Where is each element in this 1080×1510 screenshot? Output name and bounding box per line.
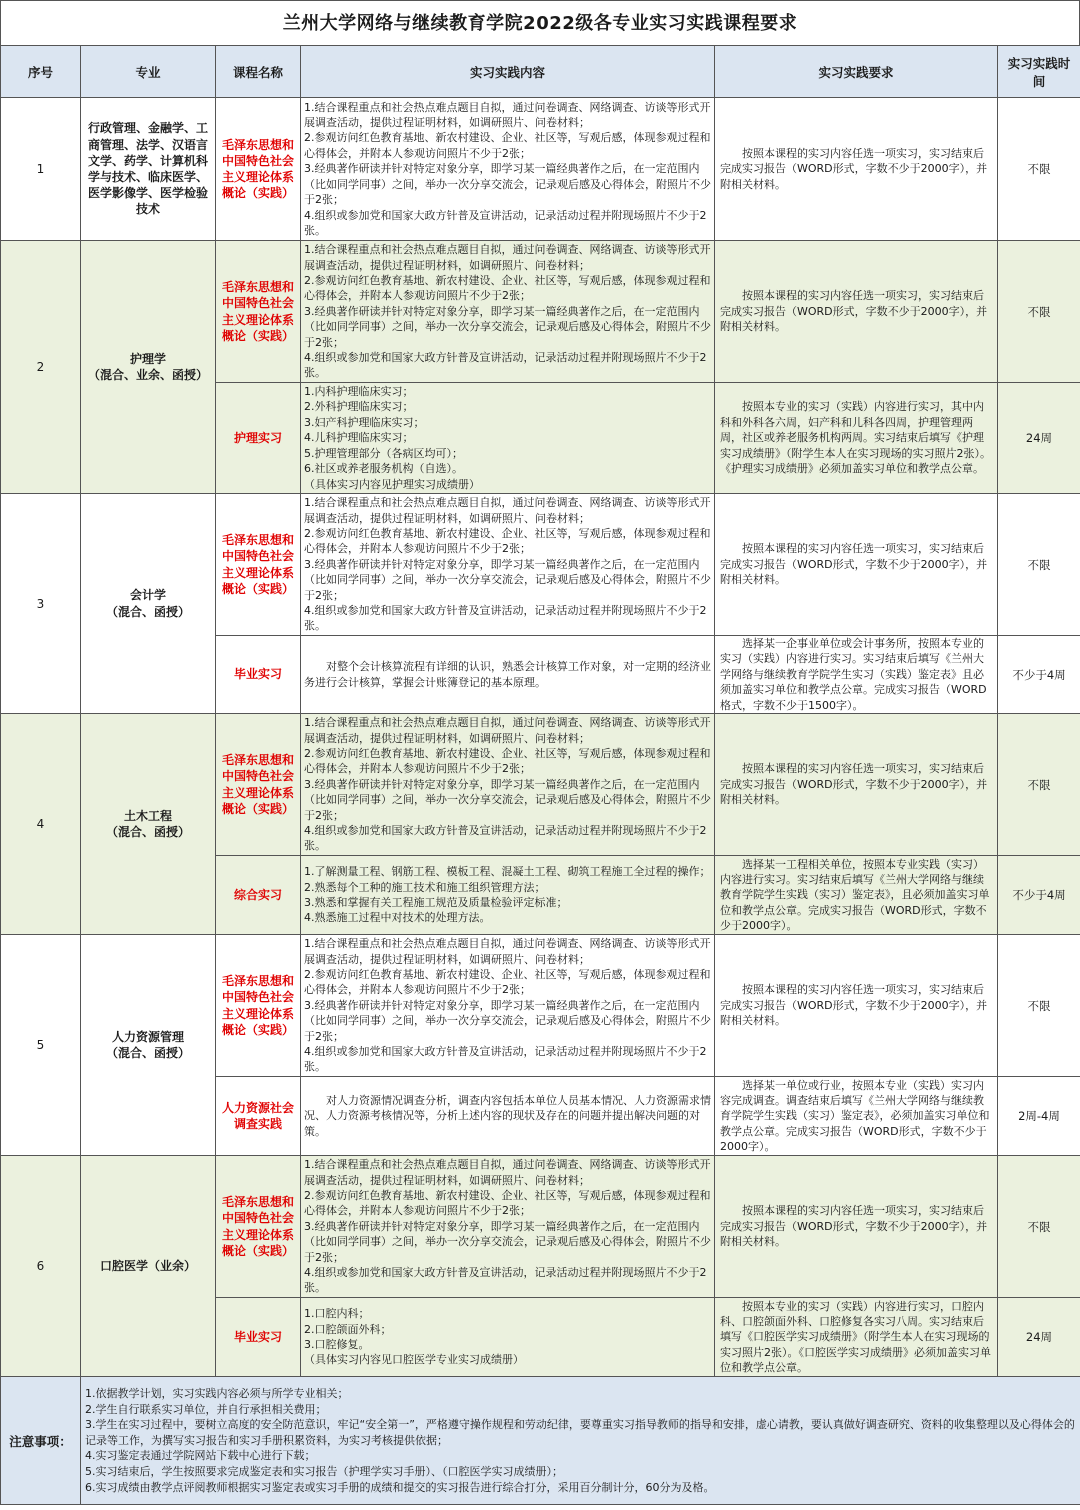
- content-line: 4.组织或参加党和国家大政方针普及宣讲活动，记录活动过程并附现场照片不少于2张。: [304, 351, 707, 380]
- row-number: 2: [1, 241, 81, 494]
- practice-time: 不少于4周: [998, 856, 1080, 935]
- requirement-text: 选择某一单位或行业，按照本专业（实践）实习内容完成调查。调查结束后填写《兰州大学网络与继续教育学院学生实践（实习）鉴定表》，必须加盖实习单位和教学点公章。完成实习报告（WORD形式，字数不少于2000字）。: [720, 1078, 990, 1154]
- table-row: [1, 241, 1080, 383]
- content-line: 2.参观访问红色教育基地、新农村建设、企业、社区等，写观后感，体现参观过程和心得体会，并附本人参观访问照片不少于2张；: [304, 1189, 711, 1218]
- practice-requirement: [715, 1298, 998, 1377]
- content-line: 3.经典著作研读并针对特定对象分享，即学习某一篇经典著作之后，在一定范围内（比如同学同事）之间，举办一次分享交流会，记录观后感及心得体会，附照片不少于2张；: [304, 304, 711, 349]
- course-name: 毕业实习: [216, 1298, 301, 1377]
- practice-time: 不限: [998, 98, 1080, 241]
- header-content: 实习实践内容: [301, 46, 715, 98]
- content-line: 2.参观访问红色教育基地、新农村建设、企业、社区等，写观后感，体现参观过程和心得体会，并附本人参观访问照片不少于2张；: [304, 273, 711, 303]
- practice-content: [301, 935, 715, 1077]
- content-line: 1.内科护理临床实习；: [304, 385, 414, 399]
- requirement-text: 按照本课程的实习内容任选一项实习，实习结束后完成实习报告（WORD形式，字数不少于2000字），并附相关材料。: [720, 146, 988, 191]
- content-line: 4.组织或参加党和国家大政方针普及宣讲活动，记录活动过程并附现场照片不少于2张。: [304, 1266, 707, 1295]
- practice-content: [301, 98, 715, 241]
- practice-requirement: [715, 241, 998, 383]
- header-major: 专业: [81, 46, 216, 98]
- header-no: 序号: [1, 46, 81, 98]
- header-course: 课程名称: [216, 46, 301, 98]
- notes-item: 2.学生自行联系实习单位，并自行承担相关费用；: [85, 1402, 327, 1416]
- content-line: （具体实习内容见口腔医学专业实习成绩册）: [304, 1353, 524, 1367]
- content-line: 3.经典著作研读并针对特定对象分享，即学习某一篇经典著作之后，在一定范围内（比如同学同事）之间，举办一次分享交流会，记录观后感及心得体会，附照片不少于2张；: [304, 162, 711, 207]
- practice-requirement: [715, 856, 998, 935]
- practice-content: [301, 1156, 715, 1298]
- major-name: 人力资源管理 （混合、函授）: [81, 935, 216, 1156]
- practice-content: [301, 494, 715, 636]
- practice-requirement: [715, 383, 998, 494]
- requirement-text: 按照本专业的实习（实践）内容进行实习，其中内科和外科各六周，妇产科和儿科各四周，护理管理两周，社区或养老服务机构两周。实习结束后填写《护理实习成绩册》（附学生本人在实习现场的实习照片2张）。《护理实习成绩册》必须加盖实习单位和教学点公章。: [720, 400, 991, 476]
- notes-item: 4.实习鉴定表通过学院网站下载中心进行下载；: [85, 1449, 316, 1463]
- content-line: 6.社区或养老服务机构（自选）。: [304, 462, 463, 476]
- table-row: [1, 1156, 1080, 1298]
- content-line: 3.经典著作研读并针对特定对象分享，即学习某一篇经典著作之后，在一定范围内（比如同学同事）之间，举办一次分享交流会，记录观后感及心得体会，附照片不少于2张；: [304, 777, 711, 822]
- content-line: 3.口腔修复。: [304, 1338, 370, 1352]
- notes-label: 注意事项：: [1, 1377, 81, 1505]
- requirement-text: 选择某一企事业单位或会计事务所，按照本专业的实习（实践）内容进行实习。实习结束后填写《兰州大学网络与继续教育学院学生实习（实践）鉴定表》且必须加盖实习单位和教学点公章。完成实习报告（WORD格式，字数不少于1500字）。: [720, 637, 987, 712]
- practice-time: 不少于4周: [998, 636, 1080, 714]
- content-line: 4.儿科护理临床实习；: [304, 431, 414, 445]
- content-line: 2.外科护理临床实习；: [304, 400, 414, 414]
- course-name: 毛泽东思想和中国特色社会主义理论体系概论（实践）: [216, 241, 301, 383]
- notes-item: 5.实习结束后，学生按照要求完成鉴定表和实习报告（护理学实习手册）、（口腔医学实习成绩册）；: [85, 1464, 563, 1478]
- content-line: 1.结合课程重点和社会热点难点题目自拟，通过问卷调查、网络调查、访谈等形式开展调查活动，提供过程证明材料，如调研照片、问卷材料；: [304, 1158, 711, 1187]
- content-line: 1.结合课程重点和社会热点难点题目自拟，通过问卷调查、网络调查、访谈等形式开展调查活动，提供过程证明材料，如调研照片、问卷材料；: [304, 100, 711, 130]
- content-line: 1.结合课程重点和社会热点难点题目自拟，通过问卷调查、网络调查、访谈等形式开展调查活动，提供过程证明材料，如调研照片、问卷材料；: [304, 496, 711, 525]
- notes-item: 1.依据教学计划，实习实践内容必须与所学专业相关；: [85, 1386, 349, 1400]
- row-number: 6: [1, 1156, 81, 1377]
- practice-content: [301, 1298, 715, 1377]
- content-line: 1.了解测量工程、钢筋工程、模板工程、混凝土工程、砌筑工程施工全过程的操作；: [304, 865, 711, 879]
- practice-requirement: [715, 1077, 998, 1156]
- practice-requirement: [715, 1156, 998, 1298]
- practice-requirement: [715, 935, 998, 1077]
- requirements-table: [0, 45, 1080, 1505]
- requirement-text: 按照本课程的实习内容任选一项实习，实习结束后完成实习报告（WORD形式，字数不少于2000字），并附相关材料。: [720, 762, 988, 807]
- content-line: 3.熟悉和掌握有关工程施工规范及质量检验评定标准；: [304, 896, 568, 910]
- requirement-text: 按照本课程的实习内容任选一项实习，实习结束后完成实习报告（WORD形式，字数不少于2000字），并附相关材料。: [720, 983, 988, 1028]
- content-line: 1.口腔内科；: [304, 1307, 370, 1321]
- practice-time: 不限: [998, 714, 1080, 856]
- requirement-text: 按照本课程的实习内容任选一项实习，实习结束后完成实习报告（WORD形式，字数不少于2000字），并附相关材料。: [720, 1204, 988, 1249]
- course-name: 毛泽东思想和中国特色社会主义理论体系概论（实践）: [216, 714, 301, 856]
- notes-body: [81, 1377, 1080, 1505]
- header-requirement: 实习实践要求: [715, 46, 998, 98]
- content-line: 3.妇产科护理临床实习；: [304, 415, 425, 429]
- content-line: 4.组织或参加党和国家大政方针普及宣讲活动，记录活动过程并附现场照片不少于2张。: [304, 1045, 707, 1074]
- content-line: 4.组织或参加党和国家大政方针普及宣讲活动，记录活动过程并附现场照片不少于2张。: [304, 604, 707, 633]
- practice-content: [301, 714, 715, 856]
- practice-time: 24周: [998, 1298, 1080, 1377]
- course-name: 毛泽东思想和中国特色社会主义理论体系概论（实践）: [216, 494, 301, 636]
- practice-content: [301, 241, 715, 383]
- requirement-text: 按照本课程的实习内容任选一项实习，实习结束后完成实习报告（WORD形式，字数不少于2000字），并附相关材料。: [720, 542, 988, 587]
- content-line: 2.参观访问红色教育基地、新农村建设、企业、社区等，写观后感，体现参观过程和心得体会，并附本人参观访问照片不少于2张；: [304, 131, 711, 160]
- header-time: 实习实践时间: [998, 46, 1080, 98]
- notes-row: [1, 1377, 1080, 1505]
- practice-time: 2周-4周: [998, 1077, 1080, 1156]
- course-name: 毛泽东思想和中国特色社会主义理论体系概论（实践）: [216, 1156, 301, 1298]
- header-row: [1, 46, 1080, 98]
- practice-time: 不限: [998, 494, 1080, 636]
- content-line: 3.经典著作研读并针对特定对象分享，即学习某一篇经典著作之后，在一定范围内（比如同学同事）之间，举办一次分享交流会，记录观后感及心得体会，附照片不少于2张；: [304, 1219, 711, 1264]
- row-number: 4: [1, 714, 81, 935]
- content-line: 对人力资源情况调查分析，调查内容包括本单位人员基本情况、人力资源需求情况、人力资源考核情况等，分析上述内容的现状及存在的问题并提出解决问题的对策。: [304, 1093, 711, 1138]
- requirement-text: 按照本课程的实习内容任选一项实习，实习结束后完成实习报告（WORD形式，字数不少于2000字），并附相关材料。: [720, 289, 988, 334]
- content-line: 2.参观访问红色教育基地、新农村建设、企业、社区等，写观后感，体现参观过程和心得体会，并附本人参观访问照片不少于2张；: [304, 526, 711, 556]
- practice-time: 不限: [998, 1156, 1080, 1298]
- practice-requirement: [715, 636, 998, 714]
- practice-time: 24周: [998, 383, 1080, 494]
- content-line: 4.组织或参加党和国家大政方针普及宣讲活动，记录活动过程并附现场照片不少于2张。: [304, 208, 707, 237]
- notes-item: 6.实习成绩由教学点评阅教师根据实习鉴定表或实习手册的成绩和提交的实习报告进行综合打分，采用百分制计分，60分为及格。: [85, 1480, 715, 1494]
- table-row: [1, 714, 1080, 856]
- content-line: 3.经典著作研读并针对特定对象分享，即学习某一篇经典著作之后，在一定范围内（比如同学同事）之间，举办一次分享交流会，记录观后感及心得体会，附照片不少于2张；: [304, 557, 711, 602]
- content-line: 2.熟悉每个工种的施工技术和施工组织管理方法；: [304, 880, 546, 894]
- table-row: [1, 494, 1080, 636]
- practice-requirement: [715, 494, 998, 636]
- content-line: 2.参观访问红色教育基地、新农村建设、企业、社区等，写观后感，体现参观过程和心得体会，并附本人参观访问照片不少于2张；: [304, 747, 711, 776]
- content-line: 5.护理管理部分（各病区均可）；: [304, 446, 463, 460]
- practice-content: [301, 383, 715, 494]
- practice-requirement: [715, 98, 998, 241]
- row-number: 5: [1, 935, 81, 1156]
- practice-content: [301, 1077, 715, 1156]
- row-number: 1: [1, 98, 81, 241]
- content-line: 对整个会计核算流程有详细的认识，熟悉会计核算工作对象，对一定期的经济业务进行会计核算，掌握会计账簿登记的基本原理。: [304, 660, 711, 689]
- course-name: 综合实习: [216, 856, 301, 935]
- notes-item: 3.学生在实习过程中，要树立高度的安全防范意识，牢记“安全第一”，严格遵守操作规程和劳动纪律，要尊重实习指导教师的指导和安排，虚心请教，要认真做好调查研究、资料的收集整理以及心得体会的记录等工作，为撰写实习报告和实习手册积累资料，为实习考核提供依据；: [85, 1418, 1075, 1447]
- course-name: 护理实习: [216, 383, 301, 494]
- content-line: （具体实习内容见护理实习成绩册）: [304, 477, 480, 491]
- table-row: [1, 98, 1080, 241]
- page-title: 兰州大学网络与继续教育学院2022级各专业实习实践课程要求: [0, 0, 1080, 45]
- requirement-text: 选择某一工程相关单位，按照本专业实践（实习）内容进行实习。实习结束后填写《兰州大学网络与继续教育学院学生实践（实习）鉴定表》，且必须加盖实习单位和教学点公章。完成实习报告（WORD形式，字数不少于2000字）。: [720, 857, 990, 933]
- major-name: 行政管理、金融学、工商管理、法学、汉语言文学、药学、计算机科学与技术、临床医学、医学影像学、医学检验技术: [81, 98, 216, 241]
- practice-time: 不限: [998, 241, 1080, 383]
- content-line: 2.参观访问红色教育基地、新农村建设、企业、社区等，写观后感，体现参观过程和心得体会，并附本人参观访问照片不少于2张；: [304, 968, 711, 997]
- content-line: 4.熟悉施工过程中对技术的处理方法。: [304, 911, 491, 925]
- requirement-text: 按照本专业的实习（实践）内容进行实习，口腔内科、口腔颌面外科、口腔修复各实习八周。实习结束后填写《口腔医学实习成绩册》（附学生本人在实习现场的实习照片2张）。《口腔医学实习成绩册》必须加盖实习单位和教学点公章。: [720, 1299, 991, 1375]
- practice-requirement: [715, 714, 998, 856]
- practice-content: [301, 856, 715, 935]
- table-row: [1, 935, 1080, 1077]
- course-name: 毛泽东思想和中国特色社会主义理论体系概论（实践）: [216, 935, 301, 1077]
- content-line: 1.结合课程重点和社会热点难点题目自拟，通过问卷调查、网络调查、访谈等形式开展调查活动，提供过程证明材料，如调研照片、问卷材料；: [304, 937, 711, 966]
- content-line: 1.结合课程重点和社会热点难点题目自拟，通过问卷调查、网络调查、访谈等形式开展调查活动，提供过程证明材料，如调研照片、问卷材料；: [304, 716, 711, 745]
- course-name: 毛泽东思想和中国特色社会主义理论体系概论（实践）: [216, 98, 301, 241]
- major-name: 土木工程 （混合、函授）: [81, 714, 216, 935]
- major-name: 口腔医学（业余）: [81, 1156, 216, 1377]
- major-name: 会计学 （混合、函授）: [81, 494, 216, 714]
- content-line: 1.结合课程重点和社会热点难点题目自拟，通过问卷调查、网络调查、访谈等形式开展调查活动，提供过程证明材料，如调研照片、问卷材料；: [304, 243, 711, 272]
- row-number: 3: [1, 494, 81, 714]
- content-line: 4.组织或参加党和国家大政方针普及宣讲活动，记录活动过程并附现场照片不少于2张。: [304, 824, 707, 853]
- content-line: 3.经典著作研读并针对特定对象分享，即学习某一篇经典著作之后，在一定范围内（比如同学同事）之间，举办一次分享交流会，记录观后感及心得体会，附照片不少于2张；: [304, 998, 711, 1043]
- practice-time: 不限: [998, 935, 1080, 1077]
- course-name: 毕业实习: [216, 636, 301, 714]
- content-line: 2.口腔颌面外科；: [304, 1322, 392, 1336]
- course-name: 人力资源社会调查实践: [216, 1077, 301, 1156]
- major-name: 护理学 （混合、业余、函授）: [81, 241, 216, 494]
- practice-content: [301, 636, 715, 714]
